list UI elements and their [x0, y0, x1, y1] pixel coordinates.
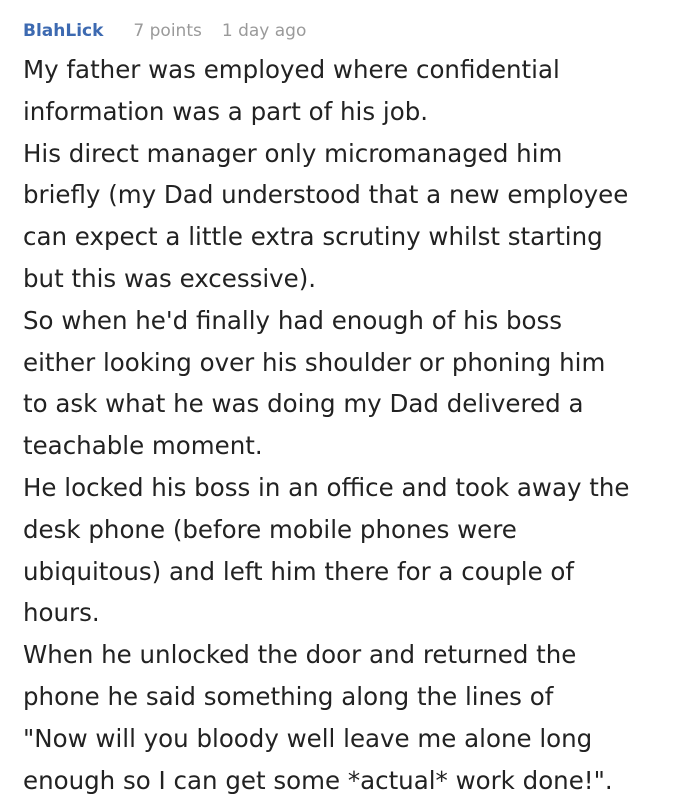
comment-line: briefly (my Dad understood that a new employee [23, 180, 629, 210]
comment-line: My father was employed where confidential [23, 55, 560, 84]
comment-line: teachable moment. [23, 431, 263, 461]
comment-line: but this was excessive). [23, 263, 317, 293]
comment-line: ubiquitous) and left him there for a couple of [23, 556, 575, 586]
comment-line: hours. [23, 598, 100, 628]
comment-line: So when he'd finally had enough of his boss [23, 305, 563, 335]
author-link[interactable]: BlahLick [23, 21, 104, 41]
comment-line: When he unlocked the door and returned the [23, 640, 577, 670]
comment-line: desk phone (before mobile phones were [23, 514, 517, 544]
comment-line: His direct manager only micromanaged him [23, 138, 563, 168]
comment [23, 16, 693, 801]
timestamp: 1 day ago [221, 21, 307, 41]
comment-line: enough so I can get some *actual* work done!". [23, 765, 613, 795]
comment-line: He locked his boss in an office and took away the [23, 472, 630, 502]
comment-line: can expect a little extra scrutiny whilst starting [23, 222, 603, 252]
comment-line: "Now will you bloody well leave me alone long [23, 723, 593, 753]
comment-line: either looking over his shoulder or phoning him [23, 347, 606, 377]
comment-line: information was a part of his job. [23, 96, 429, 126]
comment-body [23, 49, 693, 801]
points-count: 7 points [133, 21, 202, 41]
comment-meta [23, 16, 693, 46]
comment-line: phone he said something along the lines of [23, 681, 554, 711]
comment-line: to ask what he was doing my Dad delivered a [23, 389, 584, 419]
